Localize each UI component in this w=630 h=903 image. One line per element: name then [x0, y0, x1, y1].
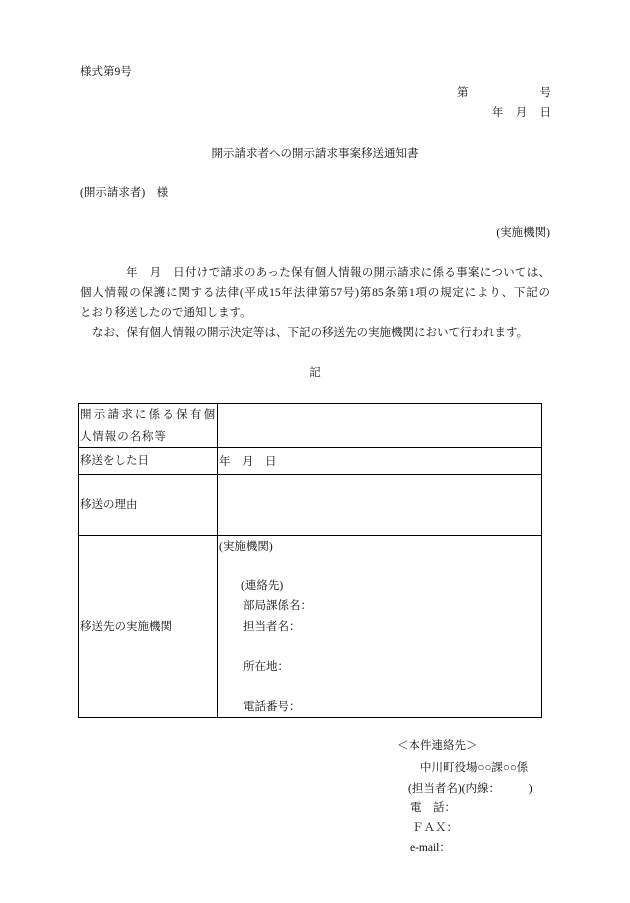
document-number-suffix: 号: [539, 87, 551, 99]
destination-contact-heading: (連絡先): [241, 580, 284, 592]
table-cell-destination-label: [78, 536, 218, 718]
destination-agency-label: 移送先の実施機関: [80, 620, 172, 633]
document-number: [457, 85, 551, 101]
table-cell-transfer-reason-label: [78, 475, 218, 536]
issue-date-year: 年: [492, 107, 504, 119]
body-line-1: 年 月 日付けで請求のあった保有個人情報の開示請求に係る事案については、: [126, 267, 550, 279]
transfer-date-value: 年 月 日: [219, 456, 277, 468]
contact-fax: ＦＡＸ：: [412, 822, 458, 834]
transfer-date-label: 移送をした日: [80, 455, 149, 467]
table-cell-transfer-date-label: [78, 448, 218, 475]
issue-date: [492, 105, 551, 121]
contact-office: 中川町役場○○課○○係: [420, 762, 529, 774]
body-line-3: とおり移送したので通知します。: [80, 307, 252, 319]
contact-email: e-mail：: [410, 842, 451, 854]
contact-heading: ＜本件連絡先＞: [397, 740, 478, 752]
destination-agency: (実施機関): [219, 541, 273, 553]
body-line-2: 個人情報の保護に関する法律(平成15年法律第57号)第85条第1項の規定により、下記の: [80, 287, 550, 299]
transfer-details-table: [78, 403, 542, 718]
sender-agency: (実施機関): [496, 227, 550, 239]
issue-date-month: 月: [515, 107, 528, 119]
contact-phone: 電 話：: [410, 802, 456, 814]
body-line-4: なお、保有個人情報の開示決定等は、下記の移送先の実施機関において行われます。: [92, 327, 529, 339]
table-cell-destination-value: [218, 536, 542, 718]
document-title: 開示請求者への開示請求事案移送通知書: [211, 148, 419, 160]
transfer-reason-label: 移送の理由: [80, 499, 138, 511]
table-cell-transfer-date-value: [218, 448, 542, 475]
destination-person: 担当者名：: [243, 621, 301, 633]
table-cell-requested-info-label: [78, 403, 218, 448]
destination-department: 部局課係名：: [243, 600, 312, 612]
destination-phone: 電話番号：: [243, 701, 301, 713]
contact-person: (担当者名)(内線： ): [408, 783, 533, 795]
document-number-prefix: 第: [457, 87, 469, 99]
table-cell-requested-info-value: [218, 403, 542, 448]
destination-address: 所在地：: [243, 661, 289, 673]
table-cell-transfer-reason-value: [218, 475, 542, 536]
form-number: 様式第9号: [80, 66, 132, 78]
requested-info-label: 開示請求に係る保有個人情報の名称等: [80, 408, 216, 443]
note-heading: 記: [309, 367, 321, 379]
issue-date-day: 日: [539, 107, 551, 119]
addressee: (開示請求者) 様: [80, 187, 169, 199]
